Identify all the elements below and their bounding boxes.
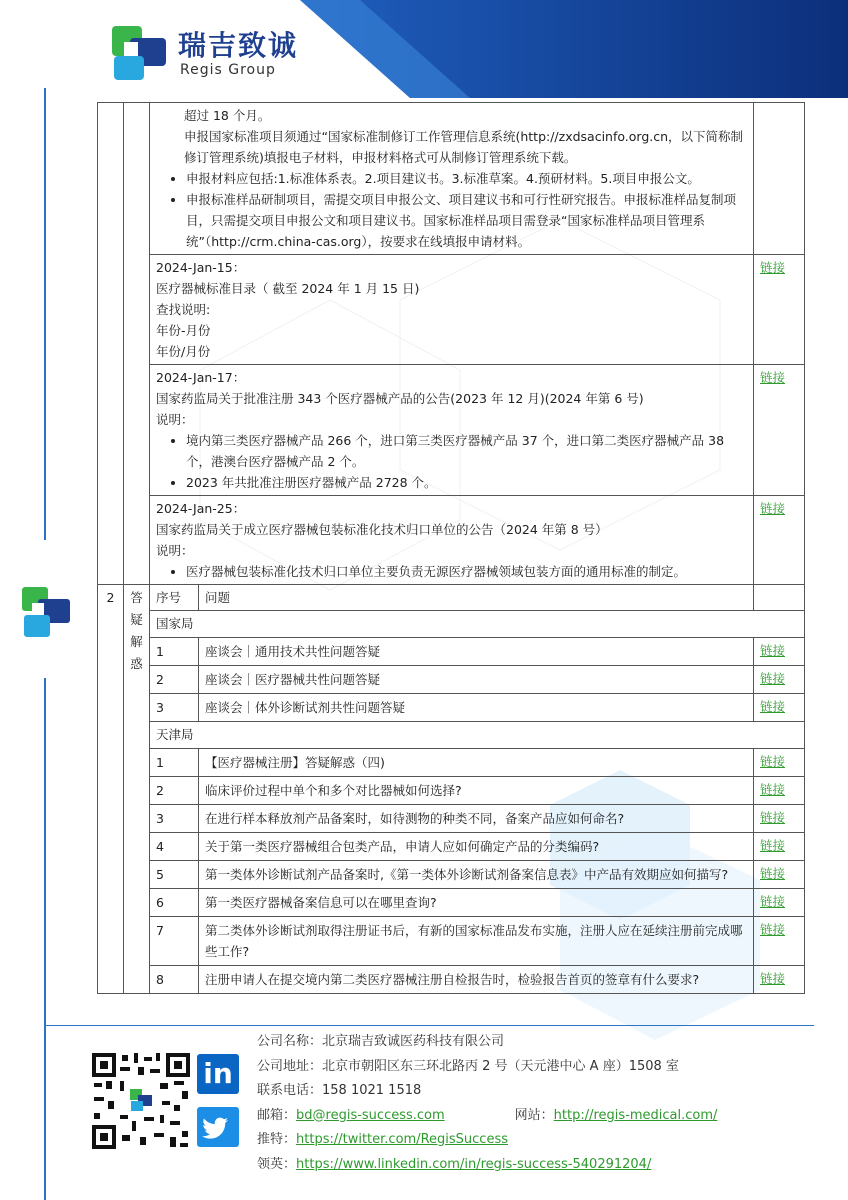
website-link[interactable]: http://regis-medical.com/ xyxy=(553,1107,718,1123)
table-row xyxy=(98,889,805,917)
link[interactable]: 链接 xyxy=(760,894,786,909)
link[interactable]: 链接 xyxy=(760,699,786,714)
entry-cell xyxy=(150,365,754,496)
item-number: 1 xyxy=(150,749,199,776)
linkedin-link[interactable]: https://www.linkedin.com/in/regis-success-540291204/ xyxy=(296,1156,652,1172)
category-label: 答 疑 解 惑 xyxy=(124,585,150,994)
item-question: 第一类医疗器械备案信息可以在哪里查询? xyxy=(205,895,437,910)
item-question: 临床评价过程中单个和多个对比器械如何选择? xyxy=(205,783,462,798)
link[interactable]: 链接 xyxy=(760,643,786,658)
bullet-item: • 境内第三类医疗器械产品 266 个，进口第三类医疗器械产品 37 个，进口第二类医疗器械产品 38 个，港澳台医疗器械产品 2 个。 xyxy=(186,430,747,472)
row-number: 2 xyxy=(98,585,124,994)
link[interactable]: 链接 xyxy=(760,501,786,516)
header-question: 问题 xyxy=(205,590,231,605)
text-line: 年份/月份 xyxy=(156,344,211,359)
linkedin-icon[interactable]: in xyxy=(197,1054,239,1094)
logo-chinese-name: 瑞吉致诚 xyxy=(178,29,299,62)
text-line: 说明： xyxy=(156,543,194,558)
bullet-item: • 医疗器械包装标准化技术归口单位主要负责无源医疗器械领域包装方面的通用标准的制定。 xyxy=(186,561,747,582)
table-row xyxy=(98,666,805,694)
group-name: 天津局 xyxy=(150,722,805,749)
company-address: 北京市朝阳区东三环北路丙 2 号（天元港中心 A 座）1508 室 xyxy=(322,1058,679,1074)
qa-header-row xyxy=(98,585,805,611)
link[interactable]: 链接 xyxy=(760,671,786,686)
entry-date: 2024-Jan-25： xyxy=(156,501,246,516)
item-question: 在进行样本释放剂产品备案时，如待测物的种类不同，备案产品应如何命名? xyxy=(205,811,625,826)
table-row xyxy=(98,638,805,666)
left-accent-line-bottom xyxy=(44,678,46,1200)
twitter-icon[interactable] xyxy=(197,1107,239,1147)
link[interactable]: 链接 xyxy=(760,971,786,986)
text-line: 申报国家标准项目须通过“国家标准制修订工作管理信息系统(http://zxdsacinfo.org.cn，以下简称制修订管理系统)填报电子材料，申报材料格式可从制修订管理系统下载。 xyxy=(184,129,744,165)
item-number: 7 xyxy=(150,917,199,965)
side-logo-icon xyxy=(20,585,72,641)
text-line: 超过 18 个月。 xyxy=(184,108,271,123)
link[interactable]: 链接 xyxy=(760,260,786,275)
text-line: 说明： xyxy=(156,412,194,427)
table-row xyxy=(98,365,805,496)
item-number: 2 xyxy=(150,777,199,804)
entry-date: 2024-Jan-17： xyxy=(156,370,246,385)
bullet-item: • 申报标准样品研制项目，需提交项目申报公文、项目建议书和可行性研究报告。申报标准样品复制项目，只需提交项目申报公文和项目建议书。国家标准样品项目需登录“国家标准样品项目管理系统”（http://crm.china-cas.org），按要求在线填报申请材料。 xyxy=(186,189,747,252)
table-row xyxy=(98,255,805,365)
link[interactable]: 链接 xyxy=(760,810,786,825)
table-row xyxy=(98,496,805,585)
item-number: 2 xyxy=(150,666,199,693)
table-row xyxy=(98,749,805,777)
link[interactable]: 链接 xyxy=(760,866,786,881)
group-name: 国家局 xyxy=(150,611,805,638)
entry-title: 医疗器械标准目录（ 截至 2024 年 1 月 15 日) xyxy=(156,281,420,296)
entry-title: 国家药监局关于批准注册 343 个医疗器械产品的公告(2023 年 12 月)(2024 年第 6 号) xyxy=(156,391,644,406)
table-row xyxy=(98,833,805,861)
item-question: 座谈会｜体外诊断试剂共性问题答疑 xyxy=(205,700,406,715)
item-question: 【医疗器械注册】答疑解惑（四) xyxy=(205,755,385,770)
table-row xyxy=(98,861,805,889)
twitter-bird-icon xyxy=(197,1107,239,1147)
logo-english-name: Regis Group xyxy=(180,62,276,78)
item-question: 第一类体外诊断试剂产品备案时,《第一类体外诊断试剂备案信息表》中产品有效期应如何描写? xyxy=(205,867,729,882)
item-question: 座谈会｜通用技术共性问题答疑 xyxy=(205,644,381,659)
bullet-item: • 申报材料应包括:1.标准体系表。2.项目建议书。3.标准草案。4.预研材料。5.项目申报公文。 xyxy=(186,168,747,189)
qr-code-icon xyxy=(90,1051,192,1151)
item-question: 座谈会｜医疗器械共性问题答疑 xyxy=(205,672,381,687)
footer-divider xyxy=(46,1025,814,1026)
entry-title: 国家药监局关于成立医疗器械包装标准化技术归口单位的公告（2024 年第 8 号） xyxy=(156,522,608,537)
item-number: 1 xyxy=(150,638,199,665)
text-line: 查找说明: xyxy=(156,302,211,317)
table-row xyxy=(98,103,805,255)
table-row xyxy=(98,917,805,966)
item-number: 4 xyxy=(150,833,199,860)
link[interactable]: 链接 xyxy=(760,370,786,385)
entry-date: 2024-Jan-15： xyxy=(156,260,246,275)
item-number: 5 xyxy=(150,861,199,888)
content-table xyxy=(97,102,805,994)
company-phone: 158 1021 1518 xyxy=(322,1083,422,1098)
table-row xyxy=(98,966,805,994)
link[interactable]: 链接 xyxy=(760,754,786,769)
group-row xyxy=(98,722,805,749)
left-accent-line-top xyxy=(44,88,46,540)
header-no: 序号 xyxy=(150,585,199,610)
link[interactable]: 链接 xyxy=(760,838,786,853)
footer-contact: 公司名称：北京瑞吉致诚医药科技有限公司 公司地址：北京市朝阳区东三环北路丙 2 号（天元港中心 A 座）1508 室 联系电话：158 1021 1518 邮箱：bd@regis-success.com 网站：http://regis-medical.com/ 推特：https://twitter.com/RegisSuccess 领英：https://www.linkedin.com/in/regis-success-540291204/ xyxy=(257,1034,718,1172)
item-number: 3 xyxy=(150,805,199,832)
group-row xyxy=(98,611,805,638)
regis-logo-icon xyxy=(108,22,172,86)
item-question: 注册申请人在提交境内第二类医疗器械注册自检报告时，检验报告首页的签章有什么要求? xyxy=(205,972,700,987)
entry-cell xyxy=(150,255,754,365)
company-name: 北京瑞吉致诚医药科技有限公司 xyxy=(322,1034,505,1049)
item-question: 第二类体外诊断试剂取得注册证书后，有新的国家标准品发布实施，注册人应在延续注册前完成哪些工作? xyxy=(205,923,743,959)
continued-content-cell xyxy=(150,103,754,255)
header-band xyxy=(300,0,848,98)
link[interactable]: 链接 xyxy=(760,922,786,937)
entry-cell xyxy=(150,496,754,585)
table-row xyxy=(98,777,805,805)
bullet-item: • 2023 年共批准注册医疗器械产品 2728 个。 xyxy=(186,472,747,493)
twitter-link[interactable]: https://twitter.com/RegisSuccess xyxy=(296,1132,508,1147)
email-link[interactable]: bd@regis-success.com xyxy=(296,1107,445,1123)
table-row xyxy=(98,694,805,722)
item-number: 3 xyxy=(150,694,199,721)
table-row xyxy=(98,805,805,833)
text-line: 年份-月份 xyxy=(156,323,211,338)
item-number: 8 xyxy=(150,966,199,993)
item-question: 关于第一类医疗器械组合包类产品，申请人应如何确定产品的分类编码? xyxy=(205,839,600,854)
item-number: 6 xyxy=(150,889,199,916)
link[interactable]: 链接 xyxy=(760,782,786,797)
company-logo xyxy=(108,22,318,86)
